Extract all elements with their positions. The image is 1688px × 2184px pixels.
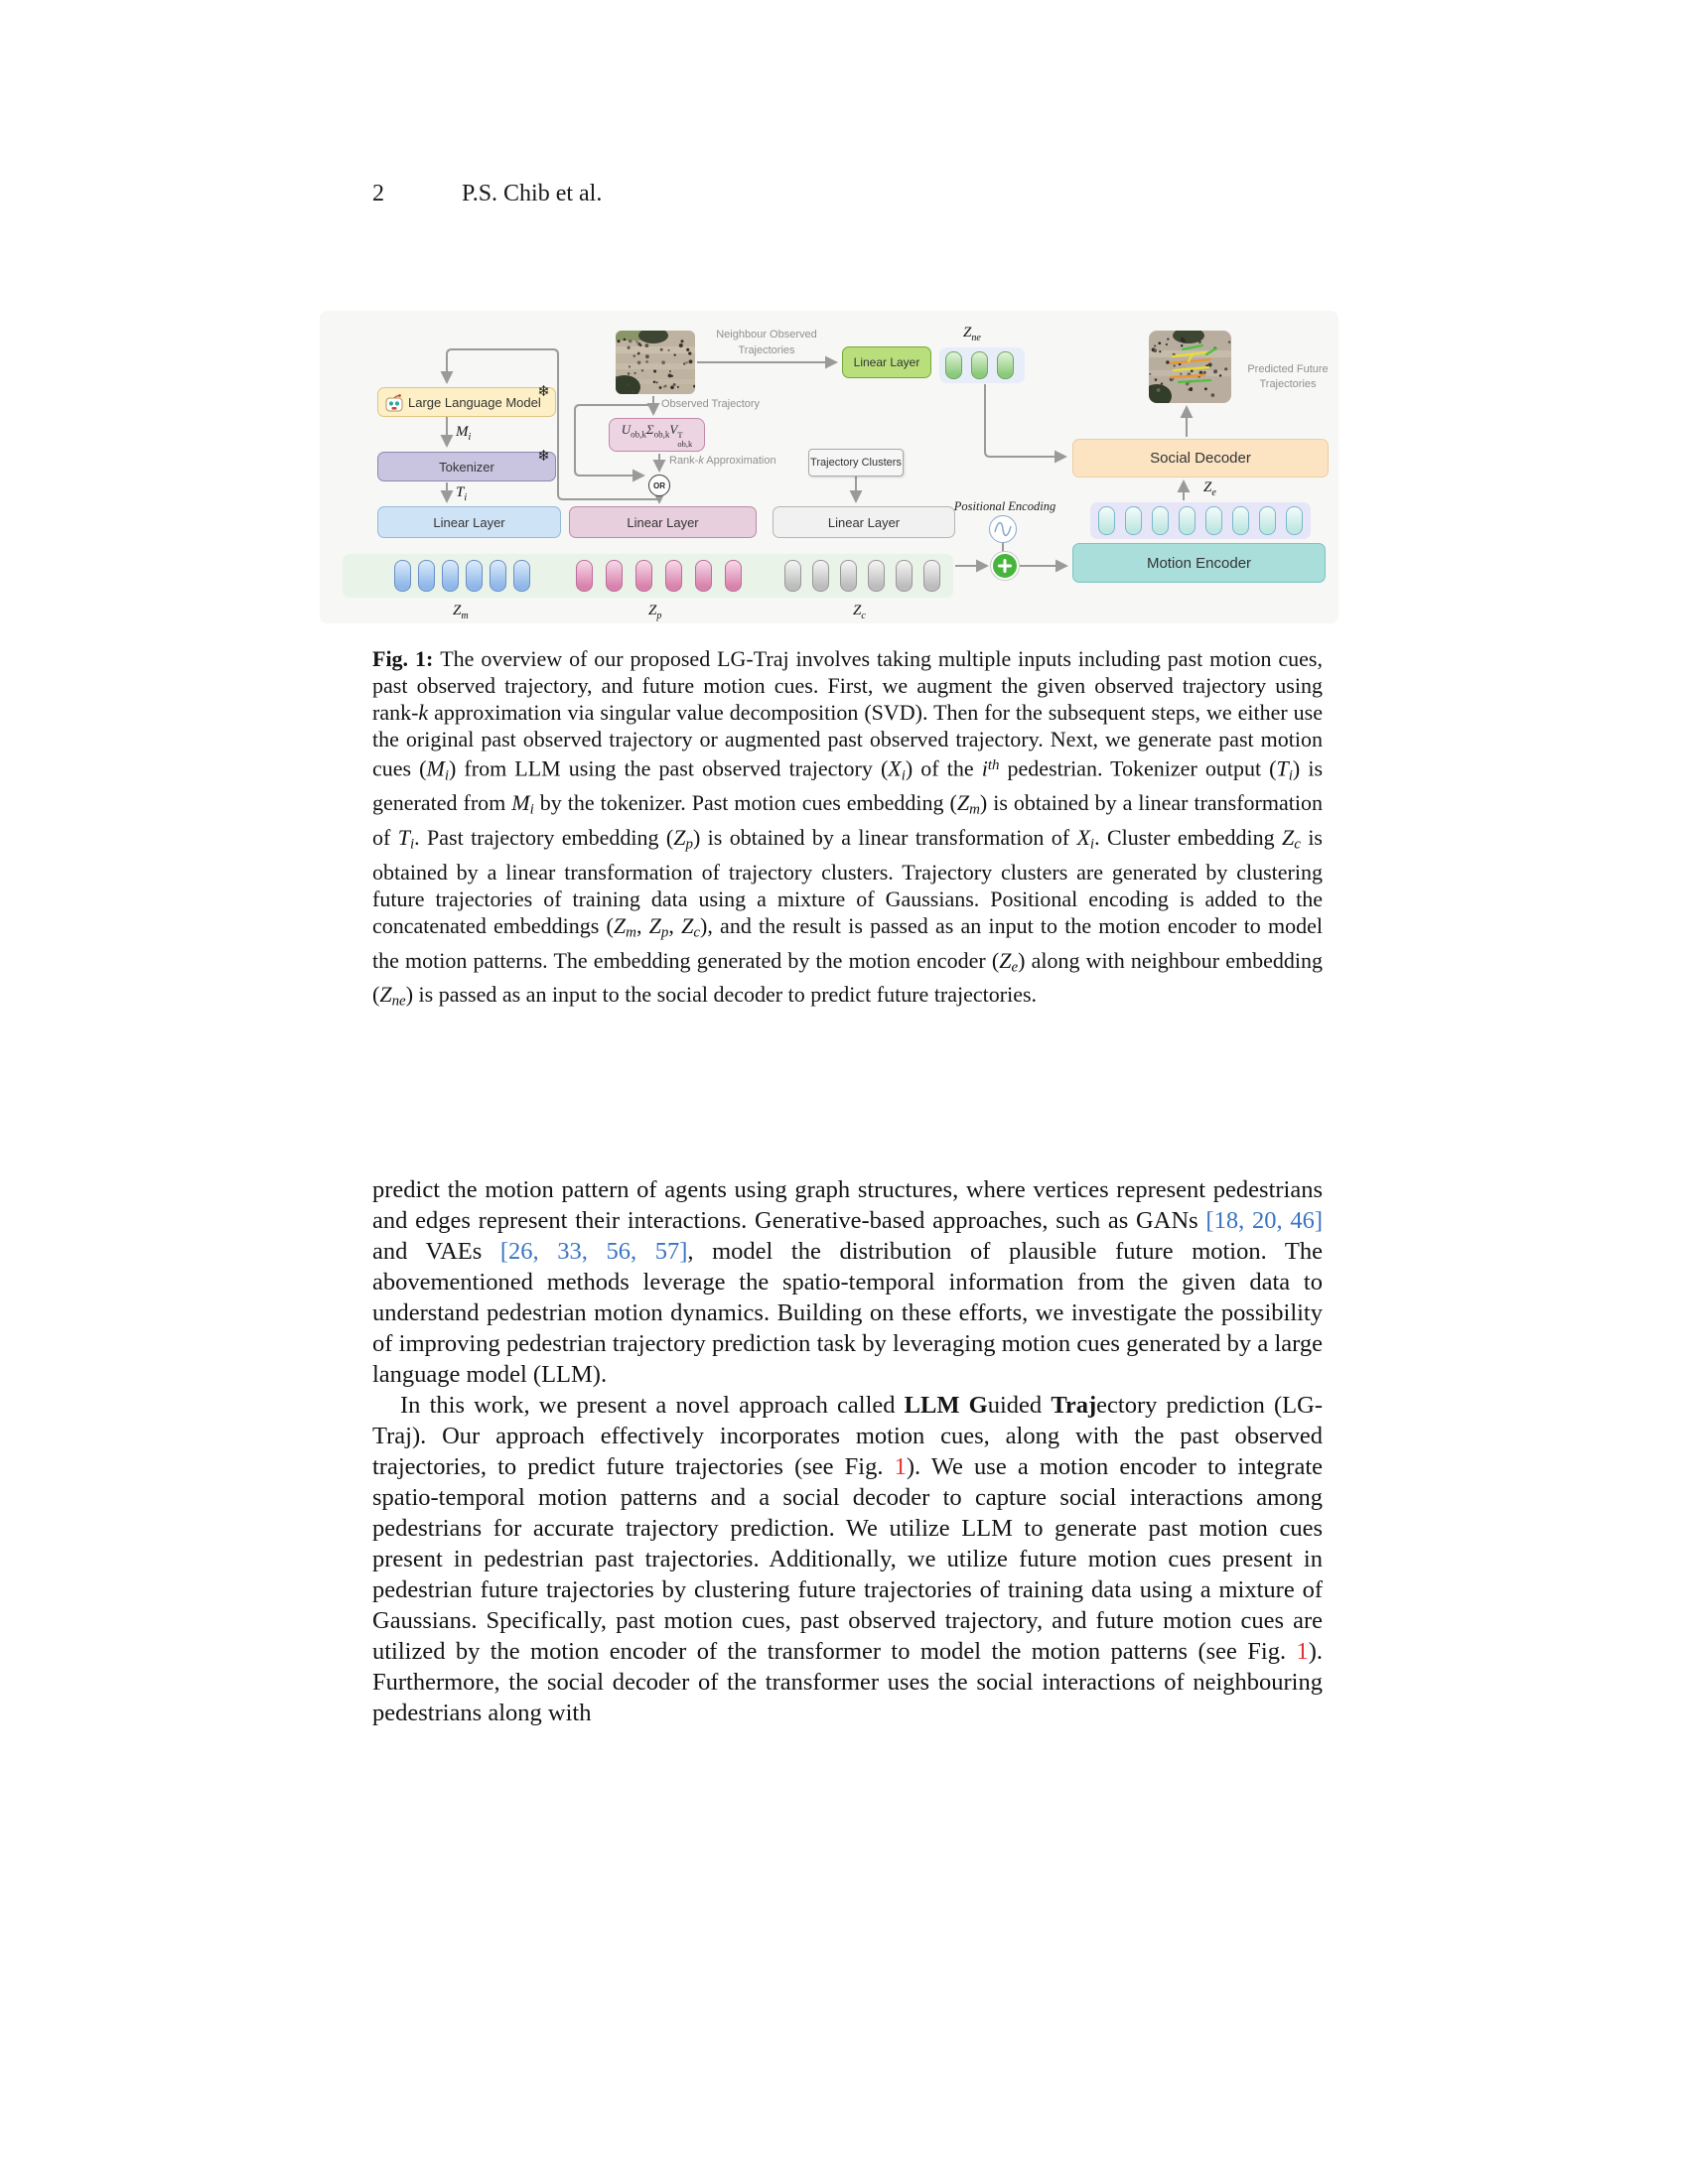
ti-label: $T_i$ [456, 484, 468, 503]
embedding-token [1259, 506, 1276, 535]
embedding-token [971, 351, 988, 379]
robot-icon [383, 392, 405, 414]
embedding-token [945, 351, 962, 379]
mi-label: $M_i$ [456, 424, 472, 443]
embedding-token [784, 560, 801, 592]
paragraph: In this work, we present a novel approach called LLM Guided Trajectory prediction (LG-Traj). Our approach effectively incorporates motion cues, along with the past observed trajectories, to predict future trajectories (see Fig. 1). We use a motion encoder to integrate spatio-temporal motion patterns and a social decoder to capture social interactions among pedestrians for accurate trajectory prediction. We utilize LLM to generate past motion cues present in pedestrian past trajectories. Additionally, we utilize future motion cues present in pedestrian future trajectories by clustering future trajectories of training data using a mixture of Gaussians. Specifically, past motion cues, past observed trajectory, and future motion cues are utilized by the motion encoder of the transformer to model the motion patterns (see Fig. 1). Furthermore, the social decoder of the transformer uses the social interactions of neighbouring pedestrians along with [372, 1392, 1324, 1726]
zm-embedding-tokens [394, 560, 530, 592]
embedding-token [466, 560, 483, 592]
motion-encoder-box [1072, 543, 1326, 583]
positional-encoding-icon [989, 515, 1017, 543]
embedding-token [1125, 506, 1142, 535]
frozen-snowflake-icon: ❄ [537, 447, 550, 465]
embedding-token [840, 560, 857, 592]
or-selector-label: OR [653, 480, 665, 490]
trajectory-clusters-box [808, 449, 904, 477]
past-trajectory-linear-layer-label: Linear Layer [627, 514, 699, 530]
observed-scene-image [616, 331, 695, 394]
crowd-photo-predicted [1149, 331, 1231, 403]
embedding-token [1232, 506, 1249, 535]
observed-trajectory-label: Observed Trajectory [661, 398, 761, 410]
zc-label: $Z_c$ [853, 603, 866, 621]
large-language-model-box [377, 382, 556, 417]
neighbour-linear-layer [842, 346, 931, 378]
predicted-scene-image [1149, 331, 1231, 403]
body-text [372, 1174, 1323, 1728]
motion-cues-linear-layer-label: Linear Layer [433, 514, 505, 530]
citation-link[interactable]: [26, 33, 56, 57] [499, 1238, 688, 1265]
social-decoder-box [1072, 439, 1329, 478]
running-head-authors: P.S. Chib et al. [462, 181, 603, 206]
crowd-photo [616, 331, 695, 394]
citation-link[interactable]: [18, 20, 46] [1205, 1207, 1323, 1234]
svd-rank-k-box: $U_{ob,k}\Sigma_{ob,k}V$ T ob,k [609, 418, 705, 452]
predicted-future-label [1233, 362, 1342, 392]
embedding-token [606, 560, 623, 592]
embedding-token [442, 560, 459, 592]
ze-label: $Z_e$ [1203, 479, 1216, 498]
embedding-token [635, 560, 652, 592]
add-icon [991, 552, 1019, 580]
figure-ref-link[interactable]: 1 [894, 1453, 907, 1480]
figure-1-diagram [320, 281, 1338, 623]
motion-cues-linear-layer [377, 506, 561, 538]
zm-label: $Z_m$ [453, 603, 469, 621]
embedding-token [576, 560, 593, 592]
zp-label: $Z_p$ [648, 603, 662, 621]
embedding-token [896, 560, 913, 592]
embedding-token [695, 560, 712, 592]
neighbour-observed-label [687, 327, 846, 358]
embedding-token [997, 351, 1014, 379]
zc-embedding-tokens [784, 560, 940, 592]
frozen-snowflake-icon: ❄ [537, 382, 550, 400]
neighbour-observed-label-line2: Trajectories [738, 344, 795, 356]
zne-embedding-tokens [945, 351, 1014, 379]
motion-encoder-label: Motion Encoder [1146, 554, 1252, 572]
embedding-token [1152, 506, 1169, 535]
embedding-token [1205, 506, 1222, 535]
neighbour-observed-label-line1: Neighbour Observed [716, 329, 817, 341]
embedding-token [513, 560, 530, 592]
large-language-model-label: Large Language Model [408, 394, 541, 410]
embedding-token [868, 560, 885, 592]
embedding-token [418, 560, 435, 592]
embedding-token [665, 560, 682, 592]
embedding-token [394, 560, 411, 592]
embedding-token [725, 560, 742, 592]
embedding-token [490, 560, 506, 592]
past-trajectory-linear-layer [569, 506, 757, 538]
zne-label: $Z_{ne}$ [963, 325, 981, 343]
embedding-token [1286, 506, 1303, 535]
embedding-token [1098, 506, 1115, 535]
embedding-token [1179, 506, 1196, 535]
paragraph: predict the motion pattern of agents using graph structures, where vertices represent pedestrians and edges represent their interactions. Generative-based approaches, such as GANs [18, 20, 46] and VAEs [26, 33, 56, 57], model the distribution of plausible future motion. The abovementioned methods leverage the spatio-temporal information from the given data to understand pedestrian motion dynamics. Building on these efforts, we investigate the possibility of improving pedestrian trajectory prediction task by leveraging motion cues generated by a large language model (LLM). [372, 1176, 1323, 1388]
tokenizer-box [377, 447, 556, 481]
trajectory-clusters-label: Trajectory Clusters [810, 457, 902, 469]
embedding-token [923, 560, 940, 592]
figure-caption: Fig. 1: The overview of our proposed LG-Traj involves taking multiple inputs including past motion cues, past observed trajectory, and future motion cues. First, we augment the given observed trajectory using rank-k approximation via singular value decomposition (SVD). Then for the subsequent steps, we either use the original past observed trajectory or augmented past observed trajectory. Next, we generate past motion cues (Mi) from LLM using the past observed trajectory (Xi) of the $i^{th}$ pedestrian. Tokenizer output (Ti) is generated from Mi by the tokenizer. Past motion cues embedding (Zm) is obtained by a linear transformation of Ti. Past trajectory embedding (Zp) is obtained by a linear transformation of Xi. Cluster embedding Zc is obtained by a linear transformation of trajectory clusters. Trajectory clusters are generated by clustering future trajectories of training data using a mixture of Gaussians. Positional encoding is added to the concatenated embeddings (Zm, Zp, Zc), and the result is passed as an input to the motion encoder to model the motion patterns. The embedding generated by the motion encoder (Ze) along with neighbour embedding (Zne) is passed as an input to the social decoder to predict future trajectories. [372, 646, 1324, 1011]
predicted-future-label-line1: Predicted Future [1247, 363, 1329, 375]
social-decoder-label: Social Decoder [1150, 450, 1251, 467]
rank-k-approximation-label: Rank-k Approximation [669, 455, 776, 467]
cluster-linear-layer-label: Linear Layer [827, 514, 901, 530]
neighbour-linear-layer-label: Linear Layer [853, 355, 920, 369]
page-number: 2 [372, 181, 384, 206]
or-selector-icon [648, 475, 670, 496]
ze-embedding-tokens [1098, 506, 1303, 535]
positional-encoding-label: Positional Encoding [953, 499, 1056, 513]
embedding-token [812, 560, 829, 592]
zp-embedding-tokens [576, 560, 742, 592]
figure-ref-link[interactable]: 1 [1296, 1638, 1309, 1665]
predicted-future-label-line2: Trajectories [1259, 378, 1317, 390]
tokenizer-label: Tokenizer [439, 459, 494, 475]
